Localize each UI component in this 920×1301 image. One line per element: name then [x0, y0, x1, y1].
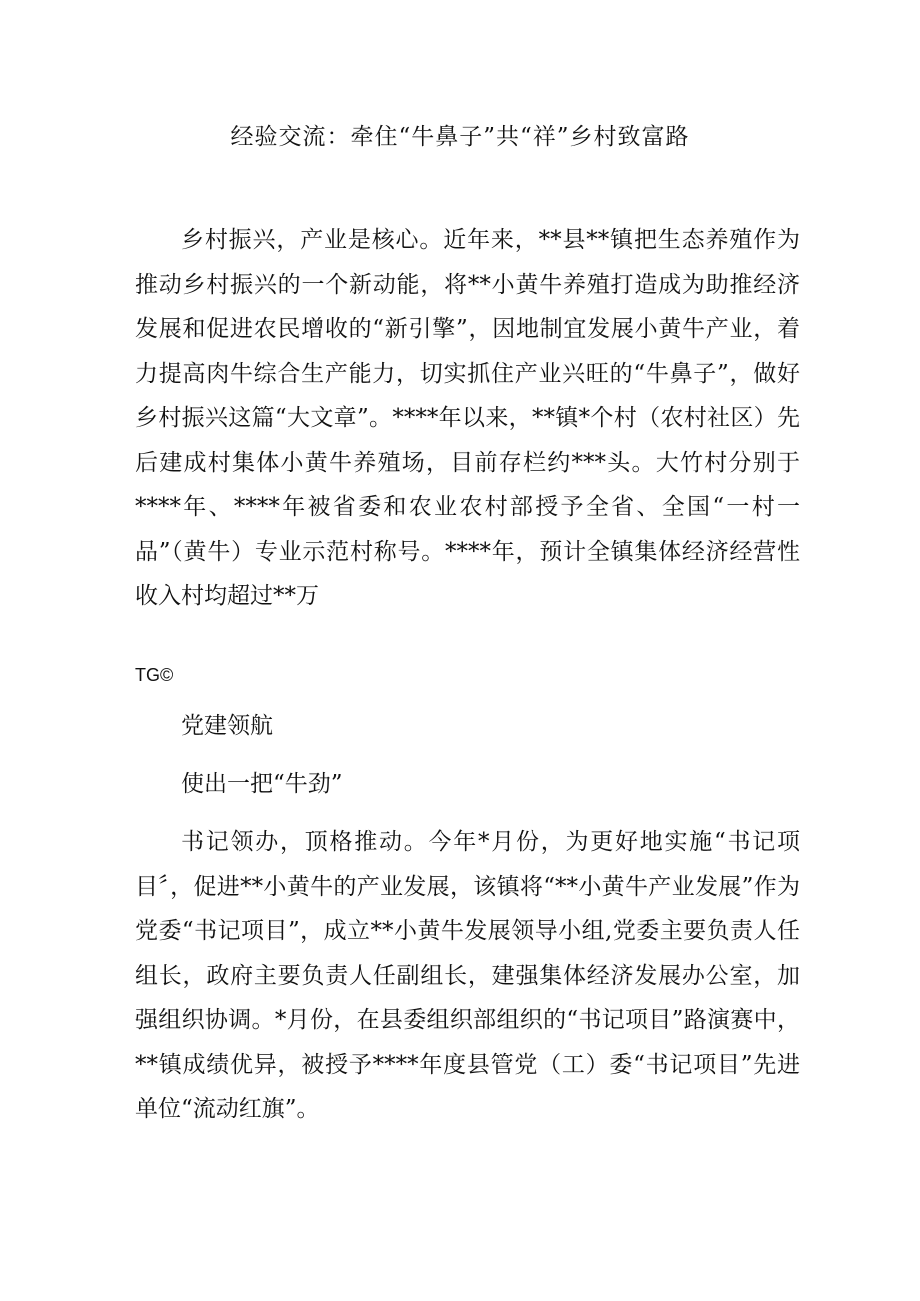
tg-mark: TG© — [135, 665, 174, 685]
document-title: 经验交流：牵住“牛鼻子”共“祥”乡村致富路 — [230, 124, 690, 150]
body-paragraph: 书记领办，顶格推动。今年*月份，为更好地实施“书记项目〞，促进**小黄牛的产业发展，该镇将“**小黄牛产业发展”作为党委“书记项目”，成立**小黄牛发展领导小组,党委主要负责人任组长，政府主要负责人任副组长，建强集体经济发展办公室，加强组织协调。*月份，在县委组织部组织的“书记项目”路演赛中，**镇成绩优异，被授予****年度县管党（工）委“书记项目”先进单位“流动红旗”。 — [135, 829, 800, 1122]
sub-heading: 使出一把“牛劲” — [181, 771, 343, 797]
intro-paragraph: 乡村振兴，产业是核心。近年来，**县**镇把生态养殖作为推动乡村振兴的一个新动能，将**小黄牛养殖打造成为助推经济发展和促进农民增收的“新引擎”，因地制宜发展小黄牛产业，着力提高肉牛综合生产能力，切实抓住产业兴旺的“牛鼻子”，做好乡村振兴这篇“大文章”。****年以来，**镇*个村（农村社区）先后建成村集体小黄牛养殖场，目前存栏约***头。大竹村分别于****年、****年被省委和农业农村部授予全省、全国“一村一品”（黄牛）专业示范村称号。****年，预计全镇集体经济经营性收入村均超过**万 — [135, 227, 800, 609]
section-heading: 党建领航 — [181, 713, 273, 739]
